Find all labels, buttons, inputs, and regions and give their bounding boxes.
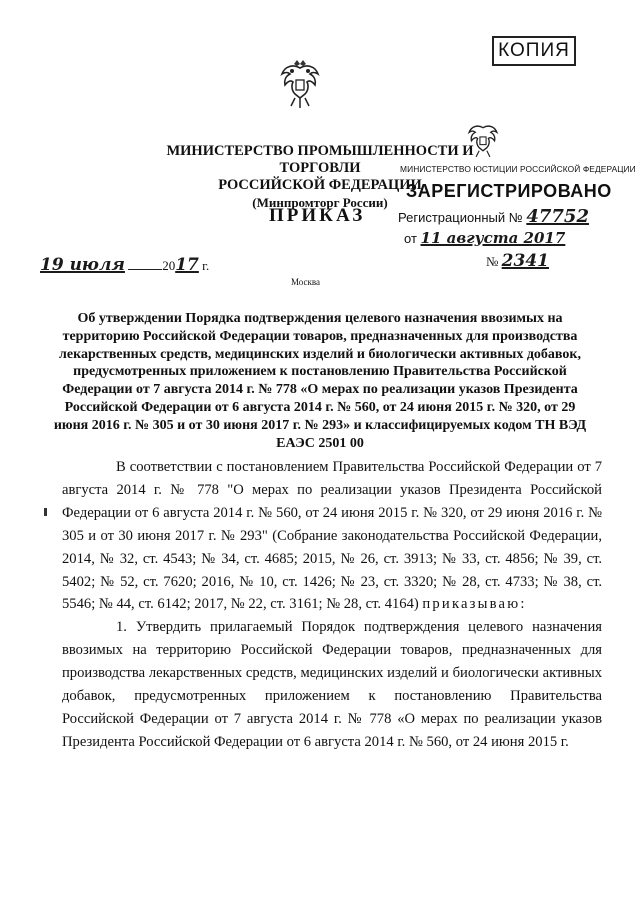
registration-number-value: 47752 xyxy=(526,206,589,227)
registration-emblem-icon xyxy=(466,120,500,160)
ministry-abbreviation: (Минпромторг России) xyxy=(252,195,388,210)
document-body xyxy=(62,456,602,754)
registration-ministry: МИНИСТЕРСТВО ЮСТИЦИИ РОССИЙСКОЙ ФЕДЕРАЦИИ xyxy=(400,164,636,174)
registration-date-prefix: от xyxy=(404,231,417,246)
order-date-handwritten: 19 июля xyxy=(40,255,125,275)
city: Москва xyxy=(291,277,320,287)
registration-number-label: Регистрационный № xyxy=(398,210,523,225)
preamble-text: В соответствии с постановлением Правительства Российской Федерации от 7 августа 2014 г. № 778 "О мерах по реализации указов Президента Российской Федерации от 6 августа 2014 г. № 560, от 24 июня 2015 г. № 320, от 29 июня 2016 г. № 305 и от 30 июня 2017 г. № 293" (Собрание законодательства Российской Федерации, 2014, № 32, ст. 4543; № 34, ст. 4685; 2015, № 26, ст. 3913; № 33, ст. 4856; № 39, ст. 5402; № 52, ст. 7620; 2016, № 10, ст. 1426; № 23, ст. 3320; № 28, ст. 4733; № 38, ст. 5546; № 44, ст. 6142; 2017, № 22, ст. 3161; № 28, ст. 4164) xyxy=(62,459,602,613)
registration-number-line xyxy=(398,206,589,227)
document-title: Об утверждении Порядка подтверждения целевого назначения ввозимых на территорию Российской Федерации товаров, предназначенных для производства лекарственных средств, медицинских изделий и биологически активных добавок, предусмотренных приложением к постановлению Правительства Российской Федерации от 7 августа 2014 г. № 778 «О мерах по реализации указов Президента Российской Федерации от 6 августа 2014 г. № 560, от 24 июня 2015 г. № 320, от 29 июня 2016 г. № 305 и от 30 июня 2017 г. № 293» и классифицируемых кодом ТН ВЭД ЕАЭС 2501 00 xyxy=(53,311,587,451)
order-year-handwritten: 17 xyxy=(175,255,199,275)
document-type: ПРИКАЗ xyxy=(269,205,366,226)
order-year-suffix: г. xyxy=(198,258,210,273)
margin-mark xyxy=(44,508,47,516)
order-directive: приказываю: xyxy=(422,596,527,613)
order-year-prefix: 20 xyxy=(162,258,176,273)
state-emblem-icon xyxy=(279,58,321,110)
registration-date-line xyxy=(404,229,565,247)
ministry-name-line1: МИНИСТЕРСТВО ПРОМЫШЛЕННОСТИ И ТОРГОВЛИ xyxy=(166,143,474,176)
order-date xyxy=(40,255,209,275)
order-number-prefix: № xyxy=(486,254,499,269)
body-paragraph xyxy=(62,456,602,616)
ministry-name-line2: РОССИЙСКОЙ ФЕДЕРАЦИИ xyxy=(218,177,422,193)
registration-date-value: 11 августа 2017 xyxy=(420,229,566,247)
registration-status: ЗАРЕГИСТРИРОВАНО xyxy=(406,181,612,201)
copy-stamp: КОПИЯ xyxy=(492,36,576,66)
body-paragraph: 1. Утвердить прилагаемый Порядок подтверждения целевого назначения ввозимых на территорию Российской Федерации товаров, предназначенных для производства лекарственных средств, медицинских изделий и биологически активных добавок, предусмотренных приложением к постановлению Правительства Российской Федерации от 7 августа 2014 г. № 778 «О мерах по реализации указов Президента Российской Федерации от 6 августа 2014 г. № 560, от 24 июня 2015 г. xyxy=(62,619,602,750)
order-number xyxy=(486,251,549,271)
order-number-handwritten: 2341 xyxy=(501,251,549,271)
